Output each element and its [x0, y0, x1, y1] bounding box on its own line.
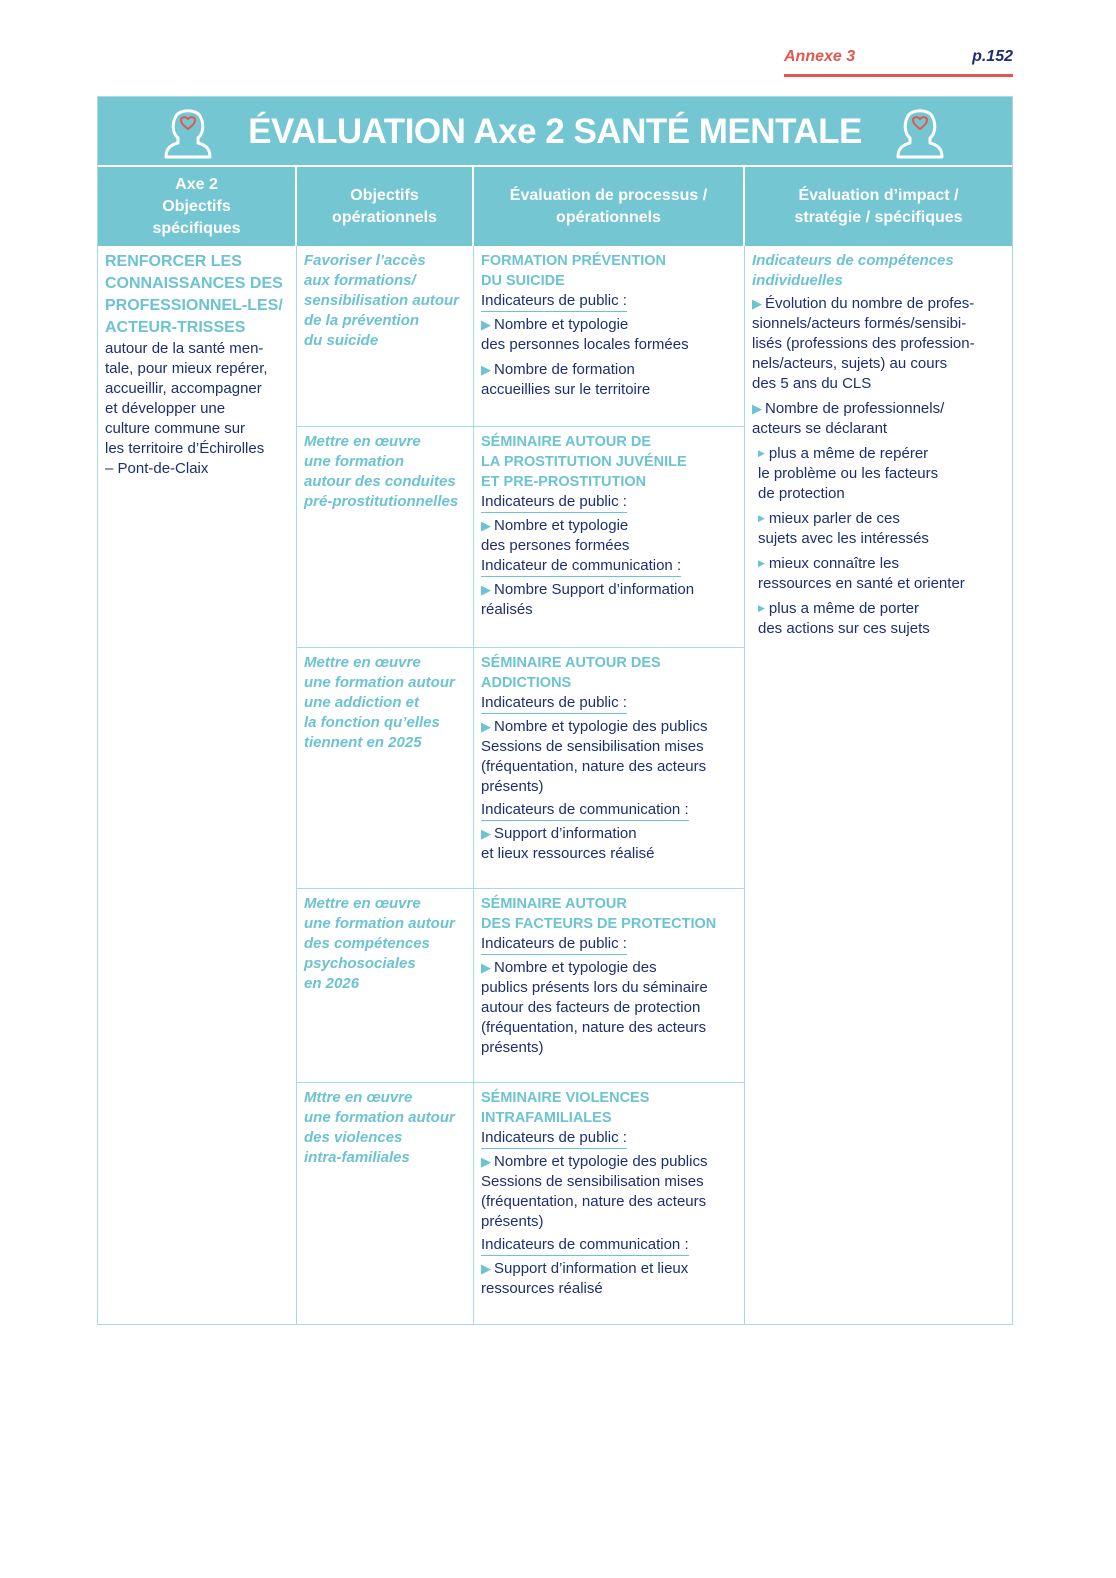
communication-indicators-label: Indicateur de communication : — [481, 556, 681, 577]
impact-item — [752, 294, 1008, 394]
process-cell — [481, 1088, 741, 1299]
triangle-bullet-icon: ▶ — [481, 1261, 491, 1276]
impact-heading: Indicateurs de compétences individuelles — [752, 252, 954, 289]
triangle-bullet-icon: ▶ — [481, 518, 491, 533]
operational-objective-text: Mttre en œuvre une formation autour des violences intra-familiales — [304, 1089, 455, 1166]
indicator-text: Nombre et typologie des personnes locales formées — [481, 316, 689, 353]
process-cell — [481, 894, 741, 1058]
triangle-bullet-icon: ▶ — [481, 719, 491, 734]
indicator-text: Nombre et typologie des publics Sessions de sensibilisation mises (fréquentation, nature des acteurs présents) — [481, 1153, 708, 1230]
title-bar — [98, 97, 1012, 165]
operational-objective — [304, 432, 470, 512]
process-cell — [481, 251, 741, 400]
page-number: p.152 — [972, 48, 1013, 65]
indicator-item — [481, 1152, 741, 1232]
impact-subitem — [758, 598, 1008, 639]
indicator-item — [481, 824, 741, 864]
operational-objective-text: Mettre en œuvre une formation autour des compétences psychosociales en 2026 — [304, 895, 455, 992]
row-divider — [297, 1082, 744, 1083]
indicator-text: Nombre de formation accueillies sur le territoire — [481, 361, 651, 398]
public-indicators-label: Indicateurs de public : — [481, 492, 627, 513]
small-triangle-bullet-icon: ▶ — [758, 603, 765, 613]
column-divider — [744, 246, 745, 1325]
indicator-text: Support d’information et lieux ressources réalisé — [481, 825, 655, 862]
small-triangle-bullet-icon: ▶ — [758, 513, 765, 523]
triangle-bullet-icon: ▶ — [481, 1154, 491, 1169]
operational-objective-text: Mettre en œuvre une formation autour des conduites pré-prostitutionnelles — [304, 433, 459, 510]
operational-objective — [304, 1088, 470, 1168]
page-header — [784, 46, 1013, 77]
row-divider — [297, 426, 744, 427]
evaluation-table — [97, 96, 1013, 1325]
indicator-text: Nombre et typologie des publics Sessions de sensibilisation mises (fréquentation, nature des acteurs présents) — [481, 718, 708, 795]
indicator-text: Nombre Support d’information réalisés — [481, 581, 695, 618]
column-divider — [296, 246, 297, 1325]
impact-subtext: mieux parler de ces sujets avec les intéressés — [758, 510, 929, 547]
public-indicators-label: Indicateurs de public : — [481, 291, 627, 312]
small-triangle-bullet-icon: ▶ — [758, 558, 765, 568]
impact-subitem — [758, 443, 1008, 504]
operational-objective-text: Mettre en œuvre une formation autour une addiction et la fonction qu’elles tiennent en 2025 — [304, 654, 455, 751]
operational-objective — [304, 251, 470, 351]
communication-indicators-label: Indicateurs de communication : — [481, 800, 689, 821]
indicator-item — [481, 360, 741, 400]
column-header-impact: Évaluation d’impact / stratégie / spécifiques — [745, 167, 1012, 246]
triangle-bullet-icon: ▶ — [481, 317, 491, 332]
annex-label: Annexe 3 — [784, 48, 856, 65]
mental-health-head-icon — [894, 103, 946, 159]
row-divider — [297, 888, 744, 889]
impact-text: Nombre de professionnels/ acteurs se déclarant — [752, 400, 945, 437]
indicator-item — [481, 315, 741, 355]
indicator-item — [481, 717, 741, 797]
impact-subitem — [758, 508, 1008, 549]
section-title: SÉMINAIRE AUTOUR DES FACTEURS DE PROTECTION — [481, 896, 717, 932]
section-title: SÉMINAIRE VIOLENCES INTRAFAMILIALES — [481, 1090, 650, 1126]
triangle-bullet-icon: ▶ — [481, 960, 491, 975]
indicator-item — [481, 580, 741, 620]
indicator-text: Support d’information et lieux ressources réalisé — [481, 1260, 689, 1297]
impact-subtext: mieux connaître les ressources en santé et orienter — [758, 555, 965, 592]
impact-cell — [752, 251, 1008, 639]
triangle-bullet-icon: ▶ — [752, 401, 762, 416]
triangle-bullet-icon: ▶ — [481, 362, 491, 377]
section-title: SÉMINAIRE AUTOUR DE LA PROSTITUTION JUVÉNILE ET PRE-PROSTITUTION — [481, 434, 687, 490]
public-indicators-label: Indicateurs de public : — [481, 693, 627, 714]
impact-subtext: plus a même de repérer le problème ou les facteurs de protection — [758, 445, 939, 502]
specific-objective-cell — [105, 251, 293, 479]
process-cell — [481, 653, 741, 864]
triangle-bullet-icon: ▶ — [481, 826, 491, 841]
indicator-item — [481, 1259, 741, 1299]
indicator-text: Nombre et typologie des persones formées — [481, 517, 630, 554]
impact-text: Évolution du nombre de profes- sionnels/acteurs formés/sensibi- lisés (professions des profession- nels/acteurs, sujets) au cours des 5 ans du CLS — [752, 295, 975, 392]
row-divider — [297, 647, 744, 648]
column-header-specific: Axe 2 Objectifs spécifiques — [98, 167, 295, 246]
page-title: ÉVALUATION Axe 2 SANTÉ MENTALE — [248, 112, 862, 151]
indicator-item — [481, 516, 741, 556]
small-triangle-bullet-icon: ▶ — [758, 448, 765, 458]
impact-subitem — [758, 553, 1008, 594]
column-header-operational: Objectifs opérationnels — [297, 167, 472, 246]
triangle-bullet-icon: ▶ — [481, 582, 491, 597]
specific-objective-heading: RENFORCER LES CONNAISSANCES DES PROFESSIONNEL-LES/ ACTEUR-TRISSES — [105, 253, 283, 336]
column-header-process: Évaluation de processus / opérationnels — [474, 167, 743, 246]
impact-item — [752, 399, 1008, 439]
public-indicators-label: Indicateurs de public : — [481, 934, 627, 955]
operational-objective — [304, 653, 470, 753]
specific-objective-body: autour de la santé men- tale, pour mieux repérer, accueillir, accompagner et développer une culture commune sur les territoire d’Échirolles – Pont-de-Claix — [105, 340, 268, 477]
indicator-item — [481, 958, 741, 1058]
operational-objective — [304, 894, 470, 994]
operational-objective-text: Favoriser l’accès aux formations/ sensibilisation autour de la prévention du suicide — [304, 252, 460, 349]
section-title: FORMATION PRÉVENTION DU SUICIDE — [481, 253, 667, 289]
triangle-bullet-icon: ▶ — [752, 296, 762, 311]
impact-subtext: plus a même de porter des actions sur ces sujets — [758, 600, 930, 637]
column-divider — [473, 246, 474, 1325]
communication-indicators-label: Indicateurs de communication : — [481, 1235, 689, 1256]
indicator-text: Nombre et typologie des publics présents lors du séminaire autour des facteurs de protection (fréquentation, nature des acteurs présents) — [481, 959, 708, 1056]
process-cell — [481, 432, 741, 620]
section-title: SÉMINAIRE AUTOUR DES ADDICTIONS — [481, 655, 661, 691]
public-indicators-label: Indicateurs de public : — [481, 1128, 627, 1149]
